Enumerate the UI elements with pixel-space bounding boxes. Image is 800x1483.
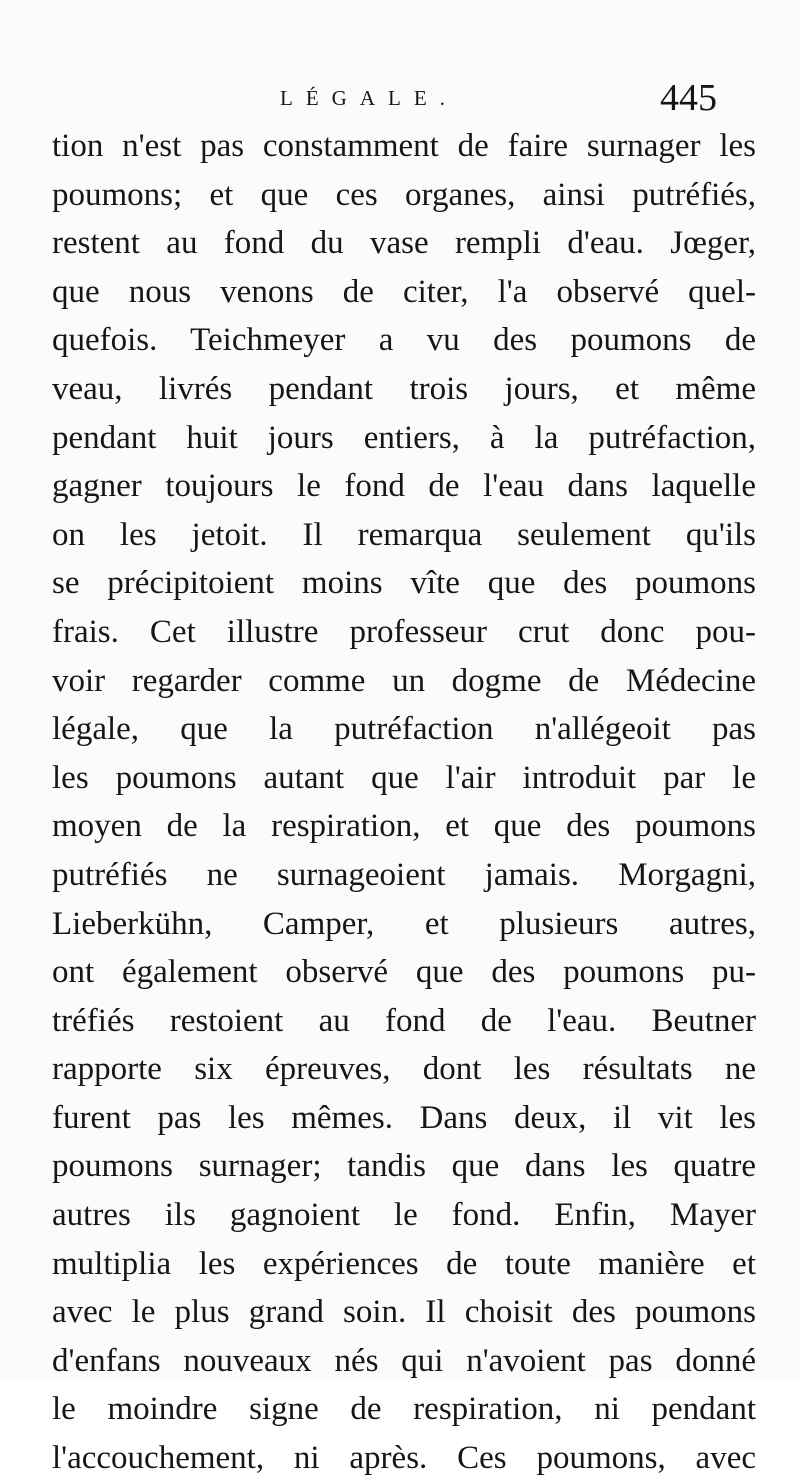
running-head: LÉGALE. — [280, 86, 458, 110]
page-header — [0, 76, 800, 120]
text-line: se précipitoient moins vîte que des poumons — [52, 565, 756, 602]
text-line: d'enfans nouveaux nés qui n'avoient pas donné — [52, 1342, 756, 1379]
body-text — [52, 122, 756, 1483]
text-line: restent au fond du vase rempli d'eau. Jœger, — [52, 225, 756, 262]
text-line: les poumons autant que l'air introduit par le — [52, 759, 756, 796]
text-line: l'accouchement, ni après. Ces poumons, avec — [52, 1440, 756, 1477]
text-line: que nous venons de citer, l'a observé quel- — [52, 273, 756, 310]
text-line: légale, que la putréfaction n'allégeoit pas — [52, 711, 756, 748]
text-line: veau, livrés pendant trois jours, et même — [52, 370, 756, 407]
text-line: multiplia les expériences de toute manière et — [52, 1245, 756, 1282]
text-line: moyen de la respiration, et que des poumons — [52, 808, 756, 845]
text-line: pendant huit jours entiers, à la putréfaction, — [52, 419, 756, 456]
text-line: Lieberkühn, Camper, et plusieurs autres, — [52, 905, 756, 942]
text-line: tion n'est pas constamment de faire surnager les — [52, 128, 756, 164]
text-line: ont également observé que des poumons pu- — [52, 954, 756, 991]
text-line: autres ils gagnoient le fond. Enfin, Mayer — [52, 1197, 756, 1234]
text-line: quefois. Teichmeyer a vu des poumons de — [52, 322, 756, 359]
text-line: rapporte six épreuves, dont les résultats ne — [52, 1051, 756, 1088]
text-line: poumons; et que ces organes, ainsi putréfiés, — [52, 176, 756, 213]
text-line: frais. Cet illustre professeur crut donc pou- — [52, 613, 756, 650]
page-number: 445 — [660, 77, 717, 119]
text-line: on les jetoit. Il remarqua seulement qu'ils — [52, 516, 756, 553]
text-line: gagner toujours le fond de l'eau dans laquelle — [52, 468, 756, 505]
text-line: le moindre signe de respiration, ni pendant — [52, 1391, 756, 1428]
text-line: tréfiés restoient au fond de l'eau. Beutner — [52, 1002, 756, 1039]
text-line: furent pas les mêmes. Dans deux, il vit les — [52, 1099, 756, 1136]
text-line: putréfiés ne surnageoient jamais. Morgagni, — [52, 856, 756, 893]
text-line: poumons surnager; tandis que dans les quatre — [52, 1148, 756, 1185]
text-line: voir regarder comme un dogme de Médecine — [52, 662, 756, 699]
text-line: avec le plus grand soin. Il choisit des poumons — [52, 1294, 756, 1331]
